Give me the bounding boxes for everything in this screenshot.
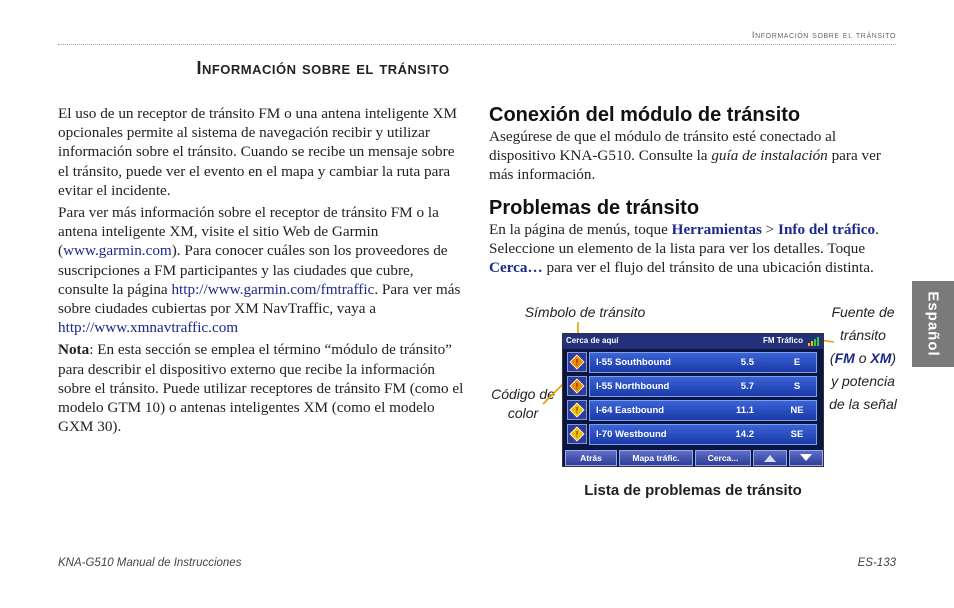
- text: : En esta sección se emplea el término “módulo de tránsito” para describir el dispositivo externo que recibe la información sobre el tránsito. Puede utilizar receptores de tránsito FM (como el modelo GTM 10) o antenas inteligentes XM (como el modelo GXM 30).: [58, 341, 464, 436]
- xm-label: XM: [870, 350, 892, 366]
- road-name: I-64 Eastbound: [596, 405, 665, 416]
- traffic-warning-icon: [567, 424, 587, 444]
- language-tab: [912, 281, 954, 367]
- color-code-label: Código de color: [491, 386, 555, 421]
- distance: 14.2: [735, 429, 754, 440]
- section-title: Información sobre el tránsito: [196, 58, 450, 78]
- text: ). Para conocer cuáles son los proveedores de suscripciones a FM participantes y las ciudades que cubre, consulte la página: [58, 242, 448, 298]
- traffic-warning-icon: [567, 400, 587, 420]
- text: Fuente de tránsito (: [829, 304, 895, 366]
- language-tab-label: Español: [924, 291, 942, 357]
- distance: 5.5: [740, 357, 754, 368]
- traffic-row[interactable]: [563, 398, 823, 422]
- figure-caption: Lista de problemas de tránsito: [584, 482, 802, 499]
- text: En la página de menús, toque: [489, 221, 672, 238]
- svg-text:!: !: [575, 382, 579, 391]
- text: ) y potencia de la señal: [829, 350, 897, 412]
- heading: NE: [790, 405, 804, 416]
- garmin-link[interactable]: www.garmin.com: [63, 242, 172, 260]
- svg-text:!: !: [575, 406, 579, 415]
- distance: 5.7: [740, 381, 754, 392]
- traffic-row[interactable]: [563, 350, 823, 374]
- screen-button-bar: [563, 448, 823, 466]
- heading: SE: [790, 429, 804, 440]
- chevron-down-icon: [799, 453, 813, 463]
- road-name: I-70 Westbound: [596, 429, 667, 440]
- traffic-warning-icon: [567, 352, 587, 372]
- text: para ver más información.: [489, 147, 881, 184]
- traffic-item-bar: [589, 376, 817, 397]
- text: o: [854, 350, 871, 366]
- note-label: Nota: [58, 341, 90, 359]
- symbol-label: Símbolo de tránsito: [524, 304, 646, 320]
- fmtraffic-link[interactable]: http://www.garmin.com/fmtraffic: [171, 280, 375, 298]
- text: Asegúrese de que el módulo de tránsito esté conectado al dispositivo KNA-G510. Consulte la: [489, 128, 837, 165]
- chevron-up-icon: [763, 453, 777, 463]
- heading: E: [793, 357, 801, 368]
- traffic-map-button[interactable]: Mapa tráfic.: [619, 450, 693, 466]
- road-name: I-55 Northbound: [596, 381, 670, 392]
- intro-paragraph: El uso de un receptor de tránsito FM o una antena inteligente XM opcionales permite al sistema de navegación recibir y utilizar información sobre el tránsito. Cuando se recibe un mensaje sobre el tránsito, puede ver el evento en el mapa y cambiar la ruta para evitar el incidente.: [58, 105, 457, 199]
- heading: S: [793, 381, 801, 392]
- running-header: Información sobre el tránsito: [751, 30, 896, 41]
- footer-page-number: ES-133: [857, 557, 896, 569]
- near-button[interactable]: Cerca...: [695, 450, 751, 466]
- svg-text:!: !: [575, 430, 579, 439]
- fm-label: FM: [834, 350, 855, 366]
- signal-strength-icon: [808, 337, 820, 346]
- back-button[interactable]: Atrás: [565, 450, 617, 466]
- problems-heading: Problemas de tránsito: [489, 197, 700, 219]
- screen-title: Cerca de aquí: [566, 336, 619, 345]
- traffic-warning-icon: [567, 376, 587, 396]
- xmnavtraffic-link[interactable]: http://www.xmnavtraffic.com: [58, 319, 239, 337]
- text: Para ver más información sobre el receptor de tránsito FM o la antena inteligente XM, visite el sitio Web de Garmin (: [58, 204, 439, 260]
- install-guide-ref: guía de instalación: [711, 147, 828, 165]
- traffic-row[interactable]: [563, 422, 823, 446]
- road-name: I-55 Southbound: [596, 357, 671, 368]
- traffic-info-ref: Info del tráfico: [778, 221, 876, 238]
- traffic-row[interactable]: [563, 374, 823, 398]
- traffic-item-bar: [589, 424, 817, 445]
- traffic-item-bar: [589, 352, 817, 373]
- near-ref: Cerca…: [489, 259, 543, 277]
- traffic-list-screen: [562, 333, 824, 467]
- distance: 11.1: [736, 405, 754, 416]
- traffic-source: FM Tráfico: [762, 336, 803, 345]
- connection-heading: Conexión del módulo de tránsito: [489, 104, 801, 126]
- footer-manual-title: KNA-G510 Manual de Instrucciones: [58, 557, 242, 569]
- text: . Seleccione un elemento de la lista para ver los detalles. Toque: [489, 221, 879, 258]
- scroll-up-button[interactable]: [753, 450, 787, 466]
- svg-text:!: !: [575, 358, 579, 367]
- text: >: [761, 221, 779, 238]
- text: para ver el flujo del tránsito de una ubicación distinta.: [542, 259, 874, 277]
- screen-titlebar: [563, 334, 823, 349]
- scroll-down-button[interactable]: [789, 450, 823, 466]
- traffic-item-bar: [589, 400, 817, 421]
- text: . Para ver más sobre ciudades cubiertas por XM NavTraffic, vaya a: [58, 280, 461, 318]
- tools-ref: Herramientas: [671, 221, 762, 238]
